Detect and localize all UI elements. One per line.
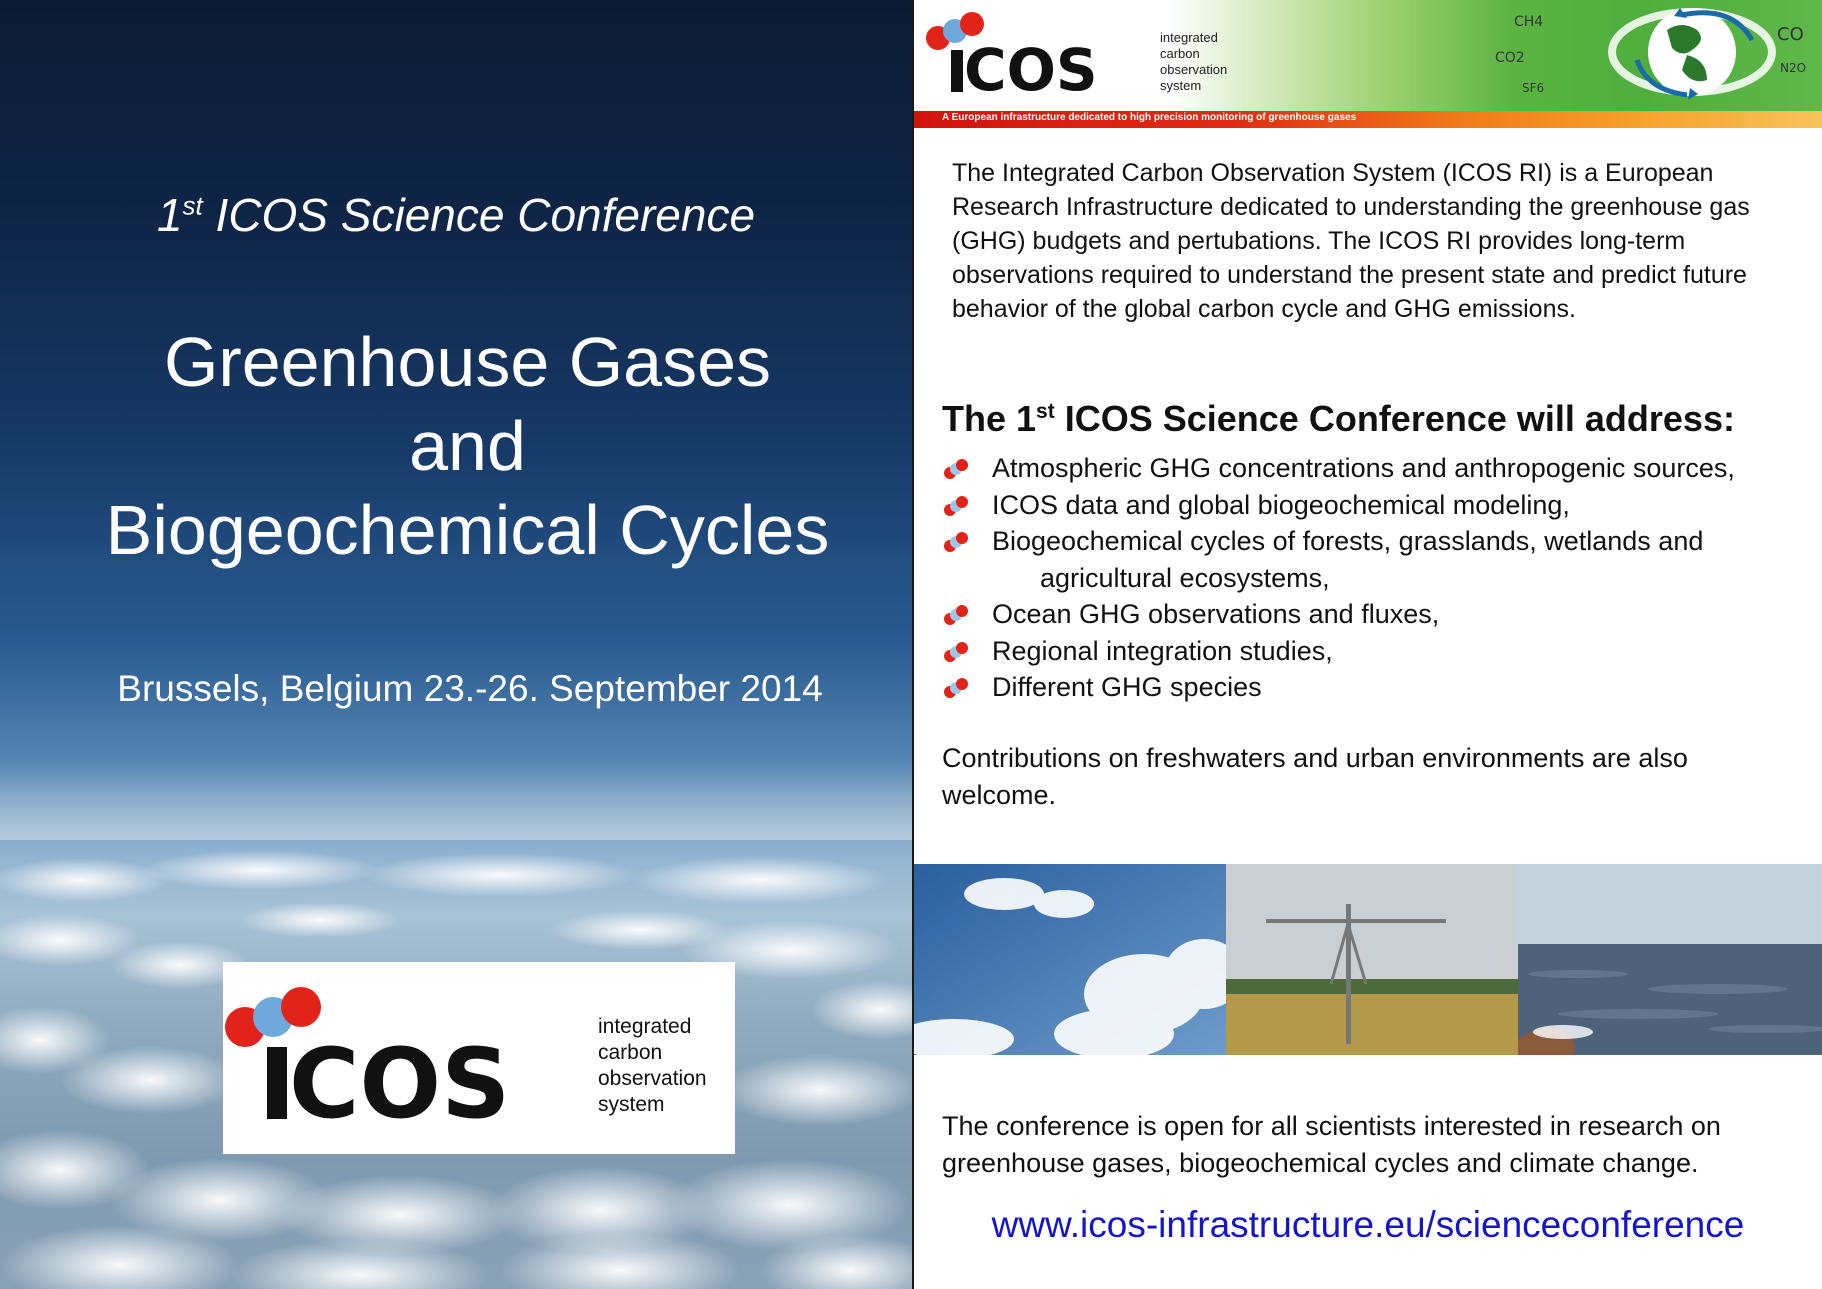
event-location-date: Brussels, Belgium 23.-26. September 2014: [117, 668, 823, 709]
list-item: Ocean GHG observations and fluxes,: [942, 596, 1822, 633]
main-title: [0, 320, 914, 572]
topics-list: [942, 450, 1822, 706]
molecule-bullet-icon: [942, 677, 970, 699]
list-item-continuation: agricultural ecosystems,: [1040, 562, 1330, 593]
sky-photo: [914, 864, 1226, 1055]
icos-header-banner: [914, 0, 1822, 128]
molecule-bullet-icon: [942, 458, 970, 480]
photo-strip: [914, 864, 1822, 1055]
list-item: ICOS data and global biogeochemical modeling,: [942, 487, 1822, 524]
globe-cycle-graphic: [1462, 0, 1822, 110]
logo-wordmark-text: COS: [289, 1028, 511, 1140]
ocean-photo: [1518, 864, 1822, 1055]
molecule-bullet-icon: [942, 641, 970, 663]
banner-tagline-strip: A European infrastructure dedicated to high precision monitoring of greenhouse gases: [914, 111, 1822, 128]
molecule-bullet-icon: [942, 495, 970, 517]
svg-text:COS: COS: [964, 36, 1098, 104]
gas-label-n2o: N2O: [1780, 61, 1807, 75]
list-item: Atmospheric GHG concentrations and anthropogenic sources,: [942, 450, 1822, 487]
conference-website-link[interactable]: www.icos-infrastructure.eu/scienceconference: [991, 1204, 1745, 1245]
title-line-2: and: [409, 407, 526, 485]
topics-heading: The 1st ICOS Science Conference will address:: [942, 398, 1735, 439]
title-line-1: Greenhouse Gases: [163, 323, 772, 401]
molecule-bullet-icon: [942, 604, 970, 626]
title-line-3: Biogeochemical Cycles: [105, 491, 830, 569]
banner-tagline: integrated carbon observation system: [1160, 30, 1228, 93]
list-item: Biogeochemical cycles of forests, grasslands, wetlands and agricultural ecosystems,: [942, 523, 1822, 596]
closing-paragraph: The conference is open for all scientists interested in research on greenhouse gases, biogeochemical cycles and climate change.: [942, 1111, 1721, 1178]
gas-label-sf6: SF6: [1522, 81, 1545, 95]
flux-tower-photo: [1226, 864, 1518, 1055]
contributions-note: Contributions on freshwaters and urban environments are also welcome.: [942, 743, 1688, 810]
molecule-bullet-icon: [942, 531, 970, 553]
intro-paragraph: The Integrated Carbon Observation System (ICOS RI) is a European Research Infrastructure dedicated to understanding the greenhouse gas (GHG) budgets and pertubations. The ICOS RI provides long-term observations required to understand the present state and predict future behavior of the global carbon cycle and GHG emissions.: [952, 159, 1750, 323]
right-info-panel: [914, 0, 1822, 1289]
gas-label-co2: CO2: [1495, 50, 1525, 66]
gas-label-ch4: CH4: [1514, 14, 1544, 30]
gas-label-co: CO: [1777, 24, 1804, 45]
icos-logo-large: [223, 962, 735, 1154]
conference-subtitle: 1st ICOS Science Conference: [156, 189, 756, 241]
list-item: Different GHG species: [942, 669, 1822, 706]
logo-tagline: integrated carbon observation system: [598, 1015, 707, 1116]
list-item: Regional integration studies,: [942, 633, 1822, 670]
